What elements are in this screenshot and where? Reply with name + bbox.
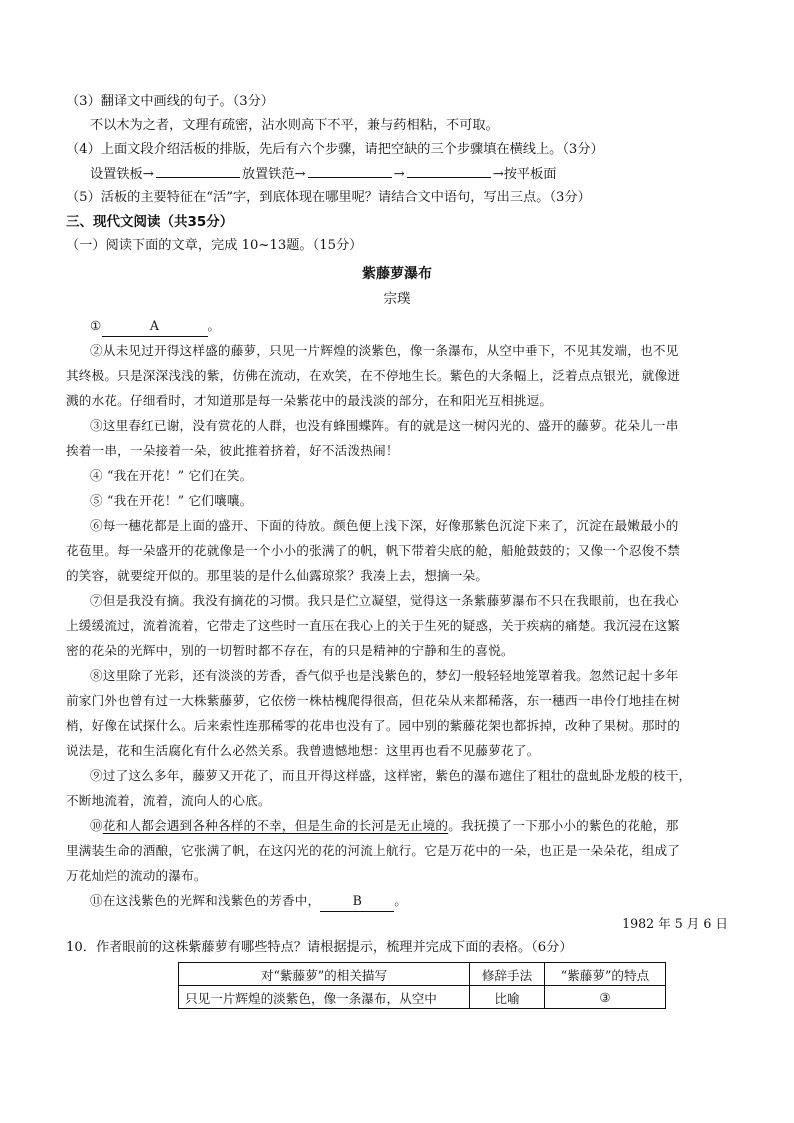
para-2-line-2: 其终极。只是深深浅浅的紫，仿佛在流动，在欢笑，在不停地生长。紫色的大条幅上，泛着点点银光，就像迸 (66, 368, 681, 383)
para-3-line-1: ③这里春红已谢，没有赏花的人群，也没有蜂围蝶阵。有的就是这一树闪光的、盛开的藤萝。花朵儿一串 (90, 418, 679, 433)
q4-arrow: → (393, 167, 405, 182)
q4-step-2: 放置铁范→ (241, 167, 306, 182)
section3-heading: 三、现代文阅读（共35分） (66, 214, 234, 230)
para-4: ④ “我在开花！” 它们在笑。 (90, 468, 253, 483)
para-1 (90, 316, 730, 337)
para-8-line-1: ⑧这里除了光彩，还有淡淡的芳香，香气似乎也是浅紫色的，梦幻一般轻轻地笼罩着我。忽然记起十多年 (90, 668, 679, 683)
para-11 (90, 891, 730, 912)
para-1-number: ① (90, 318, 102, 333)
para-10-line-3: 万花灿烂的流动的瀑布。 (66, 868, 207, 883)
para-10-line-2: 里满装生命的酒酿，它张满了帆，在这闪光的花的河流上航行。它是万花中的一朵，也正是一朵朵花，组成了 (66, 843, 681, 858)
section3-part1: （一）阅读下面的文章，完成 10~13题。（15分） (66, 238, 363, 253)
para-8-line-4: 说法是，花和生活腐化有什么必然关系。我曾遗憾地想：这里再也看不见藤萝花了。 (66, 743, 540, 758)
para-7-line-2: 上缓缓流过，流着流着，它带走了这些时一直压在我心上的关于生死的疑惑，关于疾病的痛楚。我沉浸在这繁 (66, 618, 681, 633)
table-header-description: 对“紫藤萝”的相关描写 (179, 963, 470, 986)
para-3-line-2: 挨着一串，一朵接着一朵，彼此推着挤着，好不活泼热闹！ (66, 443, 399, 458)
para-6-line-1: ⑥每一穗花都是上面的盛开、下面的待放。颜色便上浅下深，好像那紫色沉淀下来了，沉淀在最嫩最小的 (90, 518, 679, 533)
para-5: ⑤ “我在开花！” 它们嚷嚷。 (90, 493, 253, 508)
para-8-line-2: 前家门外也曾有过一大株紫藤萝，它依傍一株枯槐爬得很高，但花朵从来都稀落，东一穗西一串伶仃地挂在树 (66, 693, 681, 708)
para-9-line-1: ⑨过了这么多年，藤萝又开花了，而且开得这样盛，这样密，紫色的瀑布遮住了粗壮的盘虬卧龙般的枝干， (90, 768, 692, 783)
para-10-line-1 (90, 816, 730, 836)
q4-blank-1[interactable] (156, 164, 240, 178)
para-10-rest: 。我抚摸了一下那小小的紫色的花舱，那 (448, 818, 679, 833)
table-header-rhetoric: 修辞手法 (470, 963, 545, 986)
article-title: 紫藤萝瀑布 (362, 266, 432, 282)
para-2-line-1: ②从未见过开得这样盛的藤萝，只见一片辉煌的淡紫色，像一条瀑布，从空中垂下，不见其发端，也不见 (90, 343, 679, 358)
q10-label: 10．作者眼前的这株紫藤萝有哪些特点？请根据提示，梳理并完成下面的表格。（6分） (66, 940, 573, 955)
q4-step-1: 设置铁板→ (90, 167, 154, 182)
article-author: 宗璞 (383, 291, 411, 307)
q5-label: （5）活板的主要特征在“活”字，到底体现在哪里呢？请结合文中语句，写出三点。（3分） (66, 190, 591, 205)
q3-sentence: 不以木为之者，文理有疏密，沾水则高下不平，兼与药相粘，不可取。 (90, 118, 499, 133)
table-cell-feature[interactable]: ③ (545, 986, 666, 1009)
q4-blank-2[interactable] (308, 164, 392, 178)
para-2-line-3: 溅的水花。仔细看时，才知道那是每一朵紫花中的最浅淡的部分，在和阳光互相挑逗。 (66, 393, 553, 408)
blank-a-label: A (149, 318, 160, 333)
table-header-row (179, 963, 666, 986)
table-cell-rhetoric: 比喻 (470, 986, 545, 1009)
para-8-line-3: 梢，好像在试探什么。后来索性连那稀零的花串也没有了。园中别的紫藤花架也都拆掉，改种了果树。那时的 (66, 718, 681, 733)
para-7-line-3: 密的花朵的光辉中，别的一切暂时都不存在，有的只是精神的宁静和生的喜悦。 (66, 643, 514, 658)
table-row (179, 986, 666, 1009)
para-9-line-2: 不断地流着，流着，流向人的心底。 (66, 793, 271, 808)
blank-a[interactable] (102, 316, 208, 337)
para-6-line-2: 花苞里。每一朵盛开的花就像是一个小小的张满了的帆，帆下带着尖底的舱，船舱鼓鼓的；又像一个忍俊不禁 (66, 543, 681, 558)
q4-blank-3[interactable] (407, 164, 491, 178)
para-10-underlined-sentence: 花和人都会遇到各种各样的不幸，但是生命的长河是无止境的 (102, 818, 449, 833)
para-1-end: 。 (207, 318, 221, 333)
q4-label: （4）上面文段介绍活板的排版，先后有六个步骤，请把空缺的三个步骤填在横线上。（3分） (66, 142, 604, 157)
para-10-number: ⑩ (90, 818, 103, 833)
table-header-feature: “紫藤萝”的特点 (545, 963, 666, 986)
table-cell-description: 只见一片辉煌的淡紫色，像一条瀑布，从空中 (179, 986, 470, 1009)
para-6-line-3: 的笑容，就要绽开似的。那里装的是什么仙露琼浆？我凑上去，想摘一朵。 (66, 568, 489, 583)
para-11-end: 。 (394, 893, 408, 908)
q3-label: （3）翻译文中画线的句子。（3分） (66, 94, 274, 109)
blank-b[interactable] (320, 891, 394, 912)
blank-b-label: B (352, 893, 363, 908)
q4-step-last: →按平板面 (492, 167, 557, 182)
q4-steps (90, 164, 557, 185)
q10-table (178, 962, 666, 1009)
para-7-line-1: ⑦但是我没有摘。我没有摘花的习惯。我只是伫立凝望，觉得这一条紫藤萝瀑布不只在我眼前，也在我心 (90, 593, 679, 608)
article-date: 1982 年 5 月 6 日 (622, 916, 728, 931)
para-11-text: ⑪在这浅紫色的光辉和浅紫色的芳香中， (90, 893, 321, 908)
